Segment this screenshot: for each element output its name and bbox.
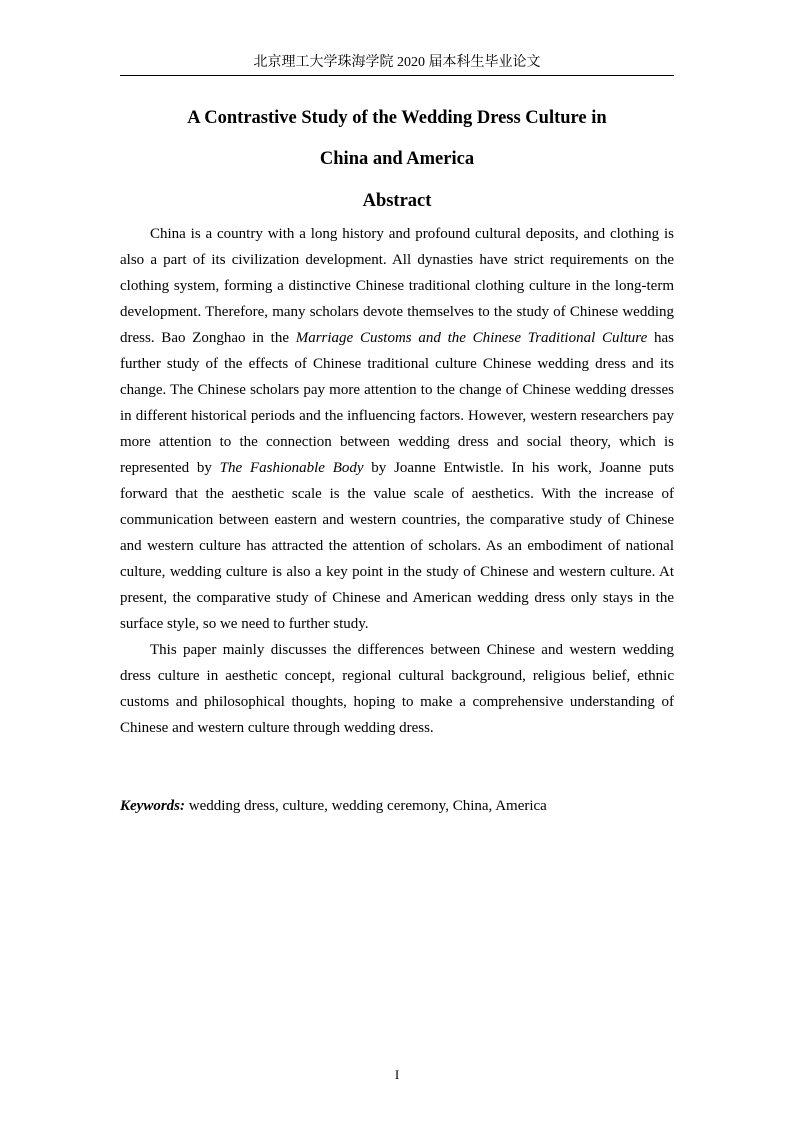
keywords-label: Keywords: bbox=[120, 798, 185, 814]
abstract-paragraph-2: This paper mainly discusses the differences between Chinese and western wedding dress culture in aesthetic concept, regional cultural background, religious belief, ethnic customs and philosophical thoughts, hoping to make a comprehensive understanding of Chinese and western culture through wedding dress. bbox=[120, 642, 674, 736]
abstract-heading: Abstract bbox=[362, 191, 432, 211]
cited-work-title-marriage-customs: Marriage Customs and the Chinese Traditional Culture bbox=[295, 330, 648, 346]
abstract-p1-text-a: China is a country with a long history and profound cultural deposits, and clothing is also a part of its civilization development. All dynasties have strict requirements on the clothing system, forming a distinctive Chinese traditional clothing culture in the long-term development. Therefore, many scholars devote themselves to the study of Chinese wedding dress. Bao Zonghao in the bbox=[120, 226, 674, 346]
paper-title-line-2: China and America bbox=[319, 149, 475, 169]
cited-work-title-fashionable-body: The Fashionable Body bbox=[219, 460, 364, 476]
keywords-text: wedding dress, culture, wedding ceremony, China, America bbox=[185, 798, 547, 814]
abstract-paragraph-1 bbox=[120, 221, 674, 637]
paper-title-line-1: A Contrastive Study of the Wedding Dress Culture in bbox=[187, 108, 607, 128]
keywords-line bbox=[120, 793, 674, 819]
running-header: 北京理工大学珠海学院 2020 届本科生毕业论文 bbox=[253, 55, 541, 70]
abstract-p1-text-b: has further study of the effects of Chinese traditional culture Chinese wedding dress and its change. The Chinese scholars pay more attention to the change of Chinese wedding dresses in different historical periods and the influencing factors. However, western researchers pay more attention to the connection between wedding dress and social theory, which is represented by bbox=[120, 330, 674, 476]
abstract-p1-text-c: by Joanne Entwistle. In his work, Joanne puts forward that the aesthetic scale is the value scale of aesthetics. With the increase of communication between eastern and western countries, the comparative study of Chinese and western culture has attracted the attention of scholars. As an embodiment of national culture, wedding culture is also a key point in the study of Chinese and western culture. At present, the comparative study of Chinese and American wedding dress only stays in the surface style, so we need to further study. bbox=[120, 460, 674, 632]
abstract-body bbox=[120, 221, 674, 741]
header-rule bbox=[120, 75, 674, 76]
page-number: I bbox=[394, 1067, 400, 1082]
